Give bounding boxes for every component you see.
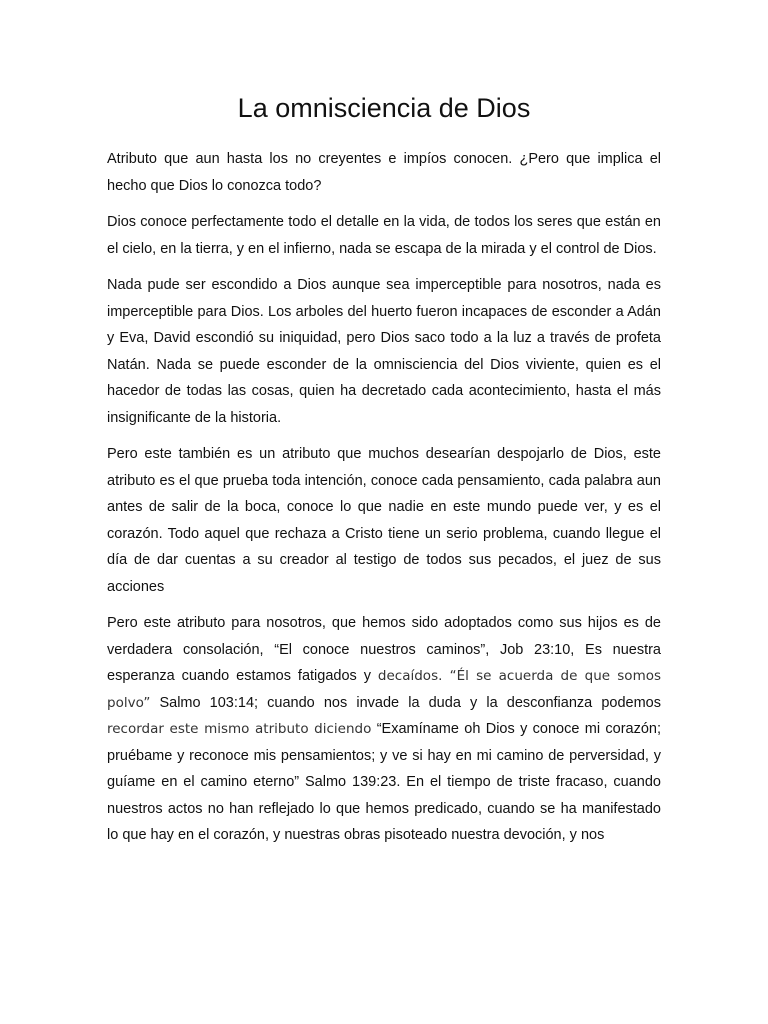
paragraph-5 [107, 610, 661, 849]
paragraph-3: Nada pude ser escondido a Dios aunque sea imperceptible para nosotros, nada es imperceptible para Dios. Los arboles del huerto fueron incapaces de esconder a Adán y Eva, David escondió su iniquidad, pero Dios saco todo a la luz a través de profeta Natán. Nada se puede esconder de la omnisciencia del Dios viviente, quien es el hacedor de todas las cosas, quien ha decretado cada acontecimiento, hasta el más insignificante de la historia. [107, 277, 661, 426]
paragraph-5-segment-1: Pero este atributo para nosotros, que hemos sido adoptados como sus hijos es de verdadera consolación, “El conoce nuestros caminos”, Job 23:10, Es nuestra esperanza cuando estamos fatigados y [107, 615, 661, 684]
paragraph-5-quote-psalm-103: decaídos. “Él se acuerda de que somos polvo” [107, 668, 662, 711]
paragraph-2: Dios conoce perfectamente todo el detalle en la vida, de todos los seres que están en el cielo, en la tierra, y en el infierno, nada se escapa de la mirada y el control de Dios. [107, 214, 661, 257]
paragraph-5-segment-3: Salmo 103:14; cuando nos invade la duda y la desconfianza podemos [150, 694, 661, 711]
document-body [107, 146, 661, 859]
paragraph-1: Atributo que aun hasta los no creyentes e impíos conocen. ¿Pero que implica el hecho que Dios lo conozca todo? [107, 151, 661, 194]
page-title: La omnisciencia de Dios [237, 93, 531, 123]
paragraph-4: Pero este también es un atributo que muchos desearían despojarlo de Dios, este atributo es el que prueba toda intención, conoce cada pensamiento, cada palabra aun antes de salir de la boca, conoce lo que nadie en este mundo puede ver, y es el corazón. Todo aquel que rechaza a Cristo tiene un serio problema, cuando llegue el día de dar cuentas a su creador al testigo de todos sus pecados, el juez de sus acciones [107, 446, 661, 595]
paragraph-5-segment-4: recordar este mismo atributo diciendo [107, 721, 372, 737]
paragraph-5-segment-5: “Examíname oh Dios y conoce mi corazón; pruébame y reconoce mis pensamientos; y ve si hay en mi camino de perversidad, y guíame en el camino eterno” Salmo 139:23. En el tiempo de triste fracaso, cuando nuestros actos no han reflejado lo que hemos predicado, cuando se ha manifestado lo que hay en el corazón, y nuestras obras pisoteado nuestra devoción, y nos [107, 721, 662, 843]
